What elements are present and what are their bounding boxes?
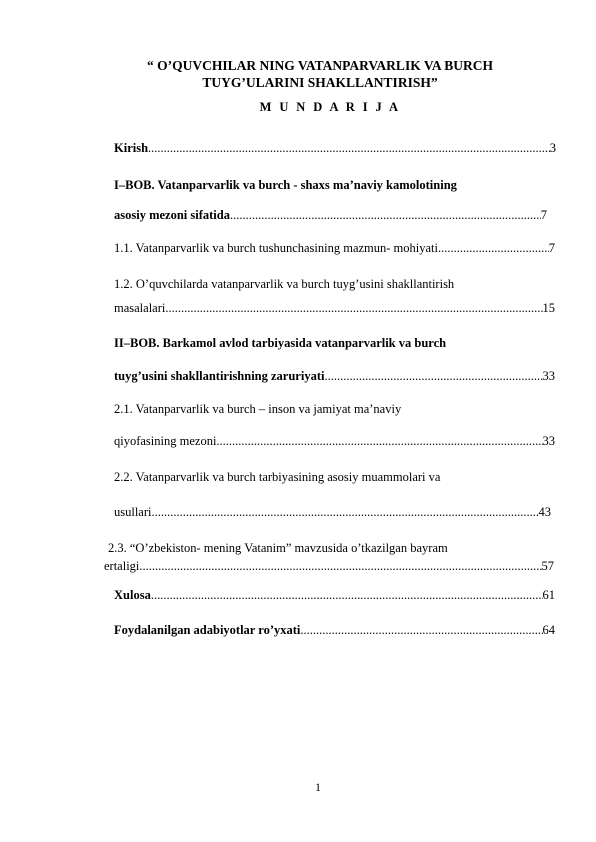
toc-entry-label: asosiy mezoni sifatida	[114, 208, 230, 222]
toc-entry-label: 1.1. Vatanparvarlik va burch tushunchasining mazmun- mohiyati	[114, 241, 438, 255]
document-title-line-1: “ O’QUVCHILAR NING VATANPARVARLIK VA BURCH	[147, 58, 493, 73]
toc-entry-label: usullari	[114, 505, 152, 519]
toc-section-2-1-line-1: 2.1. Vatanparvarlik va burch – inson va jamiyat ma’naviy	[114, 402, 402, 416]
toc-entry-references[interactable]	[114, 622, 555, 638]
dot-leader	[216, 433, 542, 449]
toc-page-number: 7	[540, 208, 547, 222]
toc-entry-label: tuyg’usini shakllantirishning zaruriyati	[114, 369, 325, 383]
toc-section-1-2-line-1: 1.2. O’quvchilarda vatanparvarlik va burch tuyg’usini shakllantirish	[114, 277, 455, 291]
toc-entry-chapter-1[interactable]	[114, 207, 547, 223]
toc-page-number: 57	[541, 559, 554, 573]
toc-page-number: 3	[549, 141, 556, 155]
toc-section-2-2-line-1: 2.2. Vatanparvarlik va burch tarbiyasining asosiy muammolari va	[114, 470, 441, 484]
dot-leader	[139, 558, 541, 574]
toc-chapter-1-title-line-1: I–BOB. Vatanparvarlik va burch - shaxs ma’naviy kamolotining	[114, 178, 457, 192]
toc-page-number: 33	[542, 369, 555, 383]
toc-entry-label: Kirish	[114, 141, 149, 155]
toc-page-number: 43	[538, 505, 551, 519]
dot-leader	[324, 368, 542, 384]
dot-leader	[300, 622, 542, 638]
toc-entry-label: Foydalanilgan adabiyotlar ro’yxati	[114, 623, 301, 637]
toc-page-number: 64	[542, 623, 555, 637]
dot-leader	[151, 587, 543, 603]
toc-entry-label: qiyofasining mezoni	[114, 434, 217, 448]
toc-page-number: 61	[542, 588, 555, 602]
toc-entry-chapter-2[interactable]	[114, 368, 555, 384]
toc-entry-label: Xulosa	[114, 588, 151, 602]
dot-leader	[230, 207, 541, 223]
contents-heading: M U N D A R I J A	[259, 100, 401, 114]
toc-entry-section-2-2[interactable]	[114, 504, 551, 520]
page-number: 1	[315, 780, 321, 794]
toc-page-number: 33	[542, 434, 555, 448]
toc-page-number: 15	[542, 301, 555, 315]
dot-leader	[148, 140, 550, 156]
toc-entry-xulosa[interactable]	[114, 587, 555, 603]
toc-entry-section-2-3[interactable]	[104, 558, 554, 574]
toc-page-number: 7	[548, 241, 555, 255]
toc-entry-section-1-2[interactable]	[114, 300, 555, 316]
toc-entry-label: masalalari	[114, 301, 166, 315]
toc-chapter-2-title-line-1: II–BOB. Barkamol avlod tarbiyasida vatanparvarlik va burch	[114, 336, 447, 350]
document-title-line-2: TUYG’ULARINI SHAKLLANTIRISH”	[202, 75, 438, 90]
toc-entry-section-2-1[interactable]	[114, 433, 555, 449]
dot-leader	[152, 504, 539, 520]
toc-section-2-3-line-1: 2.3. “O’zbekiston- mening Vatanim” mavzusida o’tkazilgan bayram	[108, 541, 448, 555]
dot-leader	[438, 240, 549, 256]
toc-entry-section-1-1[interactable]	[114, 240, 555, 256]
dot-leader	[165, 300, 542, 316]
toc-entry-label: ertaligi	[104, 559, 140, 573]
toc-entry-kirish[interactable]	[114, 140, 556, 156]
